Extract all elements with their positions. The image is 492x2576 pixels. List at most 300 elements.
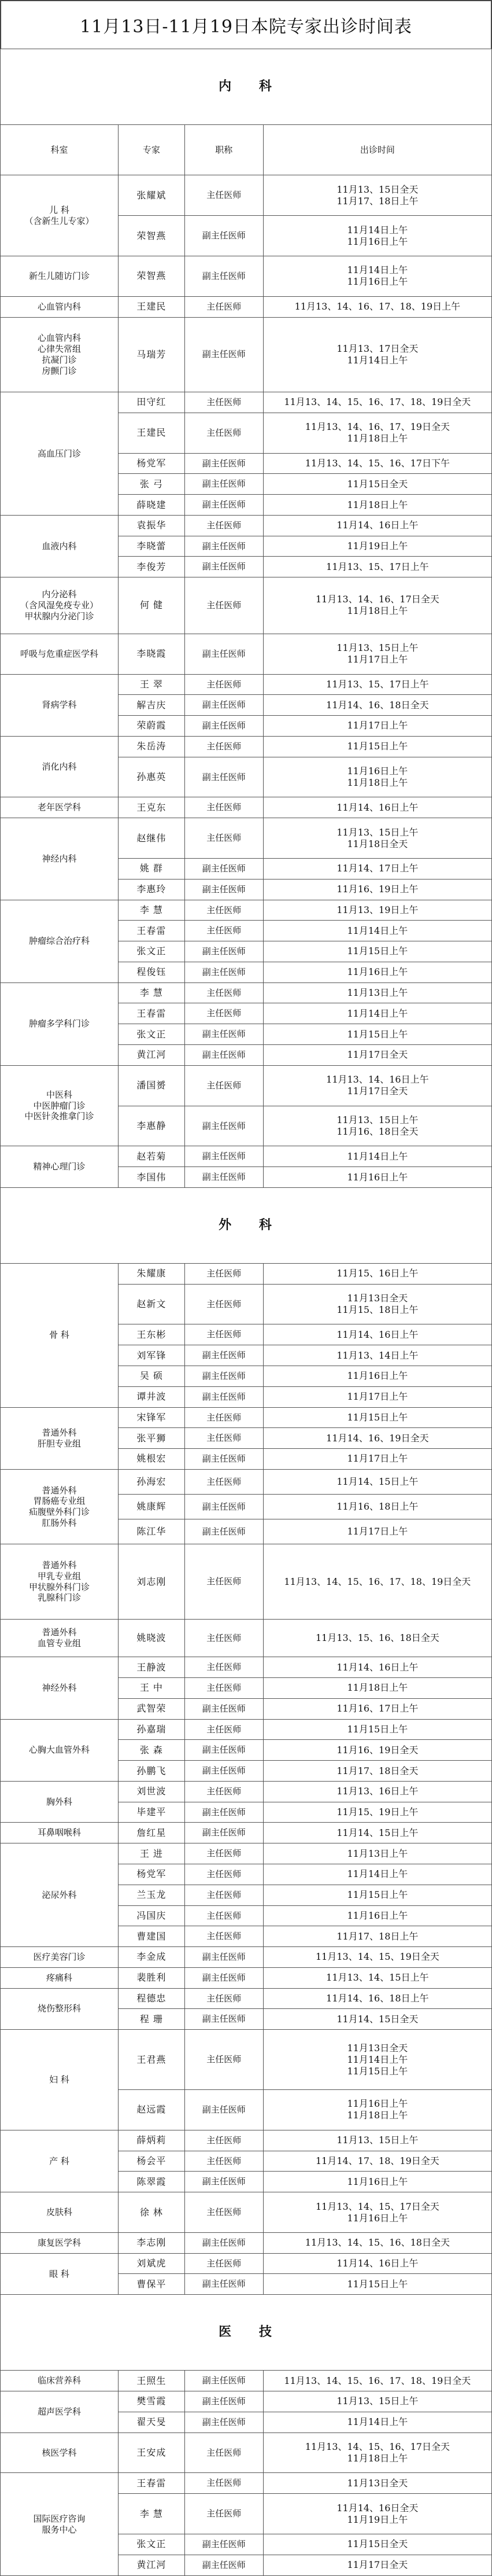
time-cell: 11月14日上午 [263, 2412, 491, 2433]
doctor-cell: 毕建平 [119, 1802, 185, 1823]
rank-cell: 主任医师 [184, 2151, 263, 2172]
table-row [1, 2192, 492, 2233]
rank-cell: 主任医师 [184, 2253, 263, 2274]
department-cell: 耳鼻咽喉科 [1, 1823, 119, 1843]
time-cell: 11月16、19日全天 [263, 1740, 491, 1761]
rank-cell: 副主任医师 [184, 2232, 263, 2253]
rank-cell: 副主任医师 [184, 2172, 263, 2192]
rank-cell: 主任医师 [184, 2030, 263, 2090]
time-cell: 11月13、15日上午 11月17日上午 [263, 634, 491, 674]
rank-cell: 主任医师 [184, 1988, 263, 2009]
doctor-cell: 薛炳莉 [119, 2130, 185, 2151]
time-cell: 11月14日上午 [263, 1864, 491, 1885]
doctor-cell: 杨党军 [119, 1864, 185, 1885]
department-cell: 普通外科 肝胆专业组 [1, 1407, 119, 1469]
table-row [1, 1657, 492, 1678]
department-cell: 血液内科 [1, 515, 119, 577]
department-cell: 产 科 [1, 2130, 119, 2192]
rank-cell: 主任医师 [184, 797, 263, 818]
rank-cell: 主任医师 [184, 1324, 263, 1345]
table-row [1, 2473, 492, 2494]
header-doctor: 专家 [119, 125, 185, 175]
rank-cell: 副主任医师 [184, 1449, 263, 1470]
department-cell: 心血管内科 [1, 296, 119, 317]
doctor-cell: 刘军锋 [119, 1345, 185, 1366]
rank-cell: 副主任医师 [184, 962, 263, 982]
rank-cell: 副主任医师 [184, 1519, 263, 1544]
time-cell: 11月13、17日全天 11月14日上午 [263, 317, 491, 392]
department-cell: 精神心理门诊 [1, 1146, 119, 1188]
doctor-cell: 程俊钰 [119, 962, 185, 982]
rank-cell: 主任医师 [184, 1843, 263, 1864]
time-cell: 11月14、16日上午 [263, 1324, 491, 1345]
doctor-cell: 陈江华 [119, 1519, 185, 1544]
table-row [1, 1065, 492, 1106]
rank-cell: 副主任医师 [184, 1024, 263, 1045]
rank-cell: 主任医师 [184, 1407, 263, 1428]
time-cell: 11月15日上午 [263, 1885, 491, 1905]
rank-cell: 主任医师 [184, 175, 263, 216]
time-cell: 11月13日上午 [263, 1843, 491, 1864]
section-title: 外 科 [1, 1187, 492, 1263]
doctor-cell: 赵若菊 [119, 1146, 185, 1167]
time-cell: 11月14、16日上午 [263, 515, 491, 536]
doctor-cell: 张文正 [119, 941, 185, 962]
time-cell: 11月14、15日上午 [263, 1469, 491, 1494]
time-cell: 11月13、14、15、16、17日下午 [263, 453, 491, 474]
doctor-cell: 张 森 [119, 1740, 185, 1761]
time-cell: 11月15日全天 [263, 474, 491, 495]
doctor-cell: 樊雪霞 [119, 2391, 185, 2412]
time-cell: 11月17、18日上午 [263, 1926, 491, 1947]
time-cell: 11月14、16、18日上午 [263, 1988, 491, 2009]
time-cell: 11月14日上午 [263, 921, 491, 941]
department-cell: 肿瘤多学科门诊 [1, 982, 119, 1065]
rank-cell: 主任医师 [184, 1544, 263, 1619]
doctor-cell: 姚康辉 [119, 1494, 185, 1519]
time-cell: 11月17日上午 [263, 1449, 491, 1470]
rank-cell: 主任医师 [184, 2192, 263, 2233]
rank-cell: 副主任医师 [184, 1967, 263, 1988]
rank-cell: 主任医师 [184, 577, 263, 634]
time-cell: 11月17日上午 [263, 1519, 491, 1544]
rank-cell: 副主任医师 [184, 695, 263, 716]
rank-cell: 副主任医师 [184, 2274, 263, 2295]
doctor-cell: 杨党军 [119, 453, 185, 474]
section-row [1, 2295, 492, 2371]
rank-cell: 主任医师 [184, 1619, 263, 1657]
department-cell: 高血压门诊 [1, 392, 119, 516]
time-cell: 11月13、14、15、16、17、18、19日全天 [263, 392, 491, 413]
rank-cell: 副主任医师 [184, 557, 263, 577]
doctor-cell: 李国伟 [119, 1167, 185, 1188]
table-row [1, 736, 492, 757]
rank-cell: 副主任医师 [184, 1698, 263, 1719]
doctor-cell: 张文正 [119, 1024, 185, 1045]
rank-cell: 主任医师 [184, 1263, 263, 1284]
table-row [1, 1967, 492, 1988]
rank-cell: 主任医师 [184, 1926, 263, 1947]
rank-cell: 副主任医师 [184, 2412, 263, 2433]
schedule-table [0, 49, 492, 2576]
header-dept: 科室 [1, 125, 119, 175]
table-row [1, 317, 492, 392]
department-cell: 核医学科 [1, 2433, 119, 2473]
table-row [1, 2433, 492, 2473]
time-cell: 11月16日上午 11月18日上午 [263, 2089, 491, 2130]
table-row [1, 392, 492, 413]
rank-cell: 主任医师 [184, 2130, 263, 2151]
doctor-cell: 李志刚 [119, 2232, 185, 2253]
rank-cell: 副主任医师 [184, 2555, 263, 2575]
table-row [1, 2371, 492, 2391]
time-cell: 11月13、14日上午 [263, 1345, 491, 1366]
time-cell: 11月13、14、15、16、17日全天 11月18日上午 [263, 2433, 491, 2473]
table-row [1, 1407, 492, 1428]
department-cell: 妇 科 [1, 2030, 119, 2130]
time-cell: 11月13、15、17日上午 [263, 674, 491, 695]
table-row [1, 982, 492, 1003]
doctor-cell: 张平狮 [119, 1428, 185, 1449]
doctor-cell: 裴胜利 [119, 1967, 185, 1988]
doctor-cell: 武智荣 [119, 1698, 185, 1719]
department-cell: 烧伤整形科 [1, 1988, 119, 2030]
rank-cell: 主任医师 [184, 2433, 263, 2473]
doctor-cell: 吴 硕 [119, 1366, 185, 1387]
table-row [1, 797, 492, 818]
doctor-cell: 李惠玲 [119, 879, 185, 900]
rank-cell: 副主任医师 [184, 1823, 263, 1843]
time-cell: 11月14日上午 11月16日上午 [263, 256, 491, 296]
department-cell: 消化内科 [1, 736, 119, 797]
table-row [1, 2030, 492, 2090]
doctor-cell: 孙惠英 [119, 757, 185, 797]
rank-cell: 副主任医师 [184, 2371, 263, 2391]
time-cell: 11月17日上午 [263, 716, 491, 737]
department-cell: 普通外科 甲乳专业组 甲状腺外科门诊 乳腺科门诊 [1, 1544, 119, 1619]
time-cell: 11月13、14、15、16、17、18、19日全天 [263, 1544, 491, 1619]
doctor-cell: 王安成 [119, 2433, 185, 2473]
department-cell: 普通外科 血管专业组 [1, 1619, 119, 1657]
time-cell: 11月14、16、19日全天 [263, 1428, 491, 1449]
table-row [1, 2253, 492, 2274]
table-row [1, 296, 492, 317]
doctor-cell: 王建民 [119, 413, 185, 453]
rank-cell: 副主任医师 [184, 879, 263, 900]
rank-cell: 副主任医师 [184, 1044, 263, 1065]
table-row [1, 1146, 492, 1167]
department-cell: 康复医学科 [1, 2232, 119, 2253]
doctor-cell: 李 慧 [119, 900, 185, 921]
department-cell: 心胸大血管外科 [1, 1719, 119, 1781]
doctor-cell: 赵远霞 [119, 2089, 185, 2130]
doctor-cell: 王照生 [119, 2371, 185, 2391]
time-cell: 11月13日全天 [263, 2473, 491, 2494]
time-cell: 11月14、15日上午 [263, 1823, 491, 1843]
time-cell: 11月13、15日上午 11月16、18日全天 [263, 1106, 491, 1146]
doctor-cell: 孙嘉瑞 [119, 1719, 185, 1740]
department-cell: 临床营养科 [1, 2371, 119, 2391]
doctor-cell: 姚 群 [119, 859, 185, 879]
rank-cell: 主任医师 [184, 1284, 263, 1324]
doctor-cell: 朱耀康 [119, 1263, 185, 1284]
section-row [1, 49, 492, 125]
department-cell: 超声医学科 [1, 2391, 119, 2433]
rank-cell: 主任医师 [184, 2473, 263, 2494]
doctor-cell: 何 健 [119, 577, 185, 634]
time-cell: 11月15日全天 [263, 2534, 491, 2555]
doctor-cell: 程 珊 [119, 2009, 185, 2030]
header-rank: 职称 [184, 125, 263, 175]
time-cell: 11月13日全天 11月14日上午 11月15日上午 [263, 2030, 491, 2090]
section-row [1, 1187, 492, 1263]
table-row [1, 634, 492, 674]
table-row [1, 2391, 492, 2412]
time-cell: 11月14、16日全天 11月19日上午 [263, 2494, 491, 2534]
doctor-cell: 荣蔚霞 [119, 716, 185, 737]
time-cell: 11月18日上午 [263, 495, 491, 516]
department-cell: 医疗美容门诊 [1, 1947, 119, 1968]
doctor-cell: 黄江河 [119, 1044, 185, 1065]
rank-cell: 主任医师 [184, 1428, 263, 1449]
table-row [1, 2130, 492, 2151]
doctor-cell: 宋锋军 [119, 1407, 185, 1428]
time-cell: 11月16日上午 11月18日上午 [263, 757, 491, 797]
section-title: 内 科 [1, 49, 492, 125]
time-cell: 11月14、17日上午 [263, 859, 491, 879]
time-cell: 11月13、15日上午 11月18日全天 [263, 818, 491, 859]
time-cell: 11月15日上午 [263, 1719, 491, 1740]
rank-cell: 主任医师 [184, 674, 263, 695]
department-cell: 神经外科 [1, 1657, 119, 1719]
time-cell: 11月14、16日上午 [263, 2253, 491, 2274]
time-cell: 11月14、16日上午 [263, 1657, 491, 1678]
time-cell: 11月14日上午 [263, 1146, 491, 1167]
doctor-cell: 曹建国 [119, 1926, 185, 1947]
rank-cell: 主任医师 [184, 982, 263, 1003]
table-row [1, 1947, 492, 1968]
department-cell: 疼痛科 [1, 1967, 119, 1988]
time-cell: 11月14日上午 11月16日上午 [263, 216, 491, 256]
doctor-cell: 杨会平 [119, 2151, 185, 2172]
rank-cell: 副主任医师 [184, 1366, 263, 1387]
time-cell: 11月16日上午 [263, 2172, 491, 2192]
doctor-cell: 姚晓波 [119, 1619, 185, 1657]
table-row [1, 818, 492, 859]
rank-cell: 副主任医师 [184, 1146, 263, 1167]
doctor-cell: 王春雷 [119, 921, 185, 941]
time-cell: 11月14、16、18日全天 [263, 695, 491, 716]
time-cell: 11月13、14、15、19日全天 [263, 1947, 491, 1968]
doctor-cell: 程德忠 [119, 1988, 185, 2009]
doctor-cell: 赵继伟 [119, 818, 185, 859]
doctor-cell: 王静波 [119, 1657, 185, 1678]
time-cell: 11月17、18日全天 [263, 1761, 491, 1782]
doctor-cell: 刘志刚 [119, 1544, 185, 1619]
doctor-cell: 李金成 [119, 1947, 185, 1968]
time-cell: 11月15日上午 [263, 941, 491, 962]
rank-cell: 主任医师 [184, 1781, 263, 1802]
time-cell: 11月15日上午 [263, 736, 491, 757]
department-cell: 肿瘤综合治疗科 [1, 900, 119, 982]
rank-cell: 主任医师 [184, 1719, 263, 1740]
time-cell: 11月15日上午 [263, 1407, 491, 1428]
rank-cell: 主任医师 [184, 1469, 263, 1494]
table-row [1, 900, 492, 921]
time-cell: 11月16日上午 [263, 962, 491, 982]
table-row [1, 2232, 492, 2253]
department-cell: 肾病学科 [1, 674, 119, 736]
rank-cell: 主任医师 [184, 818, 263, 859]
department-cell: 胸外科 [1, 1781, 119, 1823]
time-cell: 11月14、17、18、19日全天 [263, 2151, 491, 2172]
rank-cell: 主任医师 [184, 1864, 263, 1885]
time-cell: 11月14日上午 [263, 1003, 491, 1024]
doctor-cell: 张 弓 [119, 474, 185, 495]
doctor-cell: 李晓霞 [119, 634, 185, 674]
rank-cell: 副主任医师 [184, 859, 263, 879]
rank-cell: 副主任医师 [184, 317, 263, 392]
department-cell: 国际医疗咨询 服务中心 [1, 2473, 119, 2576]
time-cell: 11月13、14、15、16、17、18、19日全天 [263, 2371, 491, 2391]
time-cell: 11月16、18日上午 [263, 1494, 491, 1519]
table-row [1, 1823, 492, 1843]
time-cell: 11月16日上午 [263, 1905, 491, 1926]
rank-cell: 主任医师 [184, 900, 263, 921]
doctor-cell: 姚根宏 [119, 1449, 185, 1470]
rank-cell: 副主任医师 [184, 2089, 263, 2130]
time-cell: 11月13、15、17日上午 [263, 557, 491, 577]
doctor-cell: 谭井波 [119, 1386, 185, 1407]
table-row [1, 1619, 492, 1657]
doctor-cell: 李俊芳 [119, 557, 185, 577]
doctor-cell: 冯国庆 [119, 1905, 185, 1926]
department-cell: 呼吸与危重症医学科 [1, 634, 119, 674]
table-row [1, 1988, 492, 2009]
time-cell: 11月16、19日上午 [263, 879, 491, 900]
table-row [1, 1263, 492, 1284]
doctor-cell: 王春雷 [119, 2473, 185, 2494]
rank-cell: 副主任医师 [184, 1494, 263, 1519]
rank-cell: 主任医师 [184, 2494, 263, 2534]
doctor-cell: 王克东 [119, 797, 185, 818]
rank-cell: 副主任医师 [184, 1345, 263, 1366]
rank-cell: 副主任医师 [184, 256, 263, 296]
time-cell: 11月13日上午 [263, 982, 491, 1003]
rank-cell: 副主任医师 [184, 495, 263, 516]
table-row [1, 1544, 492, 1619]
table-row [1, 577, 492, 634]
doctor-cell: 王 翠 [119, 674, 185, 695]
doctor-cell: 解吉庆 [119, 695, 185, 716]
rank-cell: 主任医师 [184, 1905, 263, 1926]
rank-cell: 副主任医师 [184, 2534, 263, 2555]
department-cell: 儿 科 （含新生儿专家） [1, 175, 119, 256]
time-cell: 11月13日全天 11月15、18日上午 [263, 1284, 491, 1324]
department-cell: 骨 科 [1, 1263, 119, 1407]
time-cell: 11月18日上午 [263, 1678, 491, 1699]
table-row [1, 1719, 492, 1740]
rank-cell: 副主任医师 [184, 1106, 263, 1146]
doctor-cell: 王 进 [119, 1843, 185, 1864]
time-cell: 11月17日全天 [263, 2555, 491, 2575]
rank-cell: 副主任医师 [184, 474, 263, 495]
doctor-cell: 孙鹏飞 [119, 1761, 185, 1782]
rank-cell: 主任医师 [184, 1003, 263, 1024]
department-cell: 普通外科 胃肠癌专业组 疝腹壁外科门诊 肛肠外科 [1, 1469, 119, 1544]
doctor-cell: 马瑞芳 [119, 317, 185, 392]
time-cell: 11月17日上午 [263, 1386, 491, 1407]
time-cell: 11月14、15日全天 [263, 2009, 491, 2030]
time-cell: 11月15、19日上午 [263, 1802, 491, 1823]
time-cell: 11月16日上午 [263, 1366, 491, 1387]
table-row [1, 1781, 492, 1802]
time-cell: 11月13、15日全天 11月17、18日上午 [263, 175, 491, 216]
table-row [1, 515, 492, 536]
header-time: 出诊时间 [263, 125, 491, 175]
doctor-cell: 李 慧 [119, 982, 185, 1003]
time-cell: 11月14、16日上午 [263, 797, 491, 818]
rank-cell: 副主任医师 [184, 536, 263, 557]
table-row [1, 175, 492, 216]
doctor-cell: 薛晓建 [119, 495, 185, 516]
doctor-cell: 李晓蕾 [119, 536, 185, 557]
time-cell: 11月13、14、15、16、18日全天 [263, 2232, 491, 2253]
rank-cell: 副主任医师 [184, 216, 263, 256]
table-row [1, 256, 492, 296]
section-title: 医 技 [1, 2295, 492, 2371]
time-cell: 11月16日上午 [263, 1167, 491, 1188]
doctor-cell: 潘国赟 [119, 1065, 185, 1106]
department-cell: 皮肤科 [1, 2192, 119, 2233]
rank-cell: 主任医师 [184, 515, 263, 536]
doctor-cell: 王春雷 [119, 1003, 185, 1024]
rank-cell: 主任医师 [184, 392, 263, 413]
time-cell: 11月17日全天 [263, 1044, 491, 1065]
table-row [1, 1843, 492, 1864]
rank-cell: 主任医师 [184, 1885, 263, 1905]
time-cell: 11月15、16日上午 [263, 1263, 491, 1284]
doctor-cell: 詹红星 [119, 1823, 185, 1843]
department-cell: 中医科 中医肿瘤门诊 中医针灸推拿门诊 [1, 1065, 119, 1146]
doctor-cell: 张耀斌 [119, 175, 185, 216]
doctor-cell: 张文正 [119, 2534, 185, 2555]
rank-cell: 副主任医师 [184, 716, 263, 737]
doctor-cell: 曹保平 [119, 2274, 185, 2295]
time-cell: 11月15日上午 [263, 2274, 491, 2295]
rank-cell: 主任医师 [184, 1657, 263, 1678]
time-cell: 11月13、14、16、17、19日全天 11月18日上午 [263, 413, 491, 453]
rank-cell: 副主任医师 [184, 453, 263, 474]
rank-cell: 主任医师 [184, 296, 263, 317]
rank-cell: 主任医师 [184, 1065, 263, 1106]
doctor-cell: 袁振华 [119, 515, 185, 536]
doctor-cell: 朱岳涛 [119, 736, 185, 757]
department-cell: 新生儿随访门诊 [1, 256, 119, 296]
time-cell: 11月13、16日上午 [263, 1781, 491, 1802]
department-cell: 眼 科 [1, 2253, 119, 2295]
department-cell: 神经内科 [1, 818, 119, 900]
time-cell: 11月13、19日上午 [263, 900, 491, 921]
time-cell: 11月13、14、16、17日全天 11月18日上午 [263, 577, 491, 634]
department-cell: 心血管内科 心律失常组 抗凝门诊 房颤门诊 [1, 317, 119, 392]
time-cell: 11月13、15、16、18日全天 [263, 1619, 491, 1657]
rank-cell: 副主任医师 [184, 1947, 263, 1968]
doctor-cell: 翟天旻 [119, 2412, 185, 2433]
rank-cell: 副主任医师 [184, 634, 263, 674]
doctor-cell: 李 慧 [119, 2494, 185, 2534]
time-cell: 11月13、14、15、17日全天 11月16日上午 [263, 2192, 491, 2233]
